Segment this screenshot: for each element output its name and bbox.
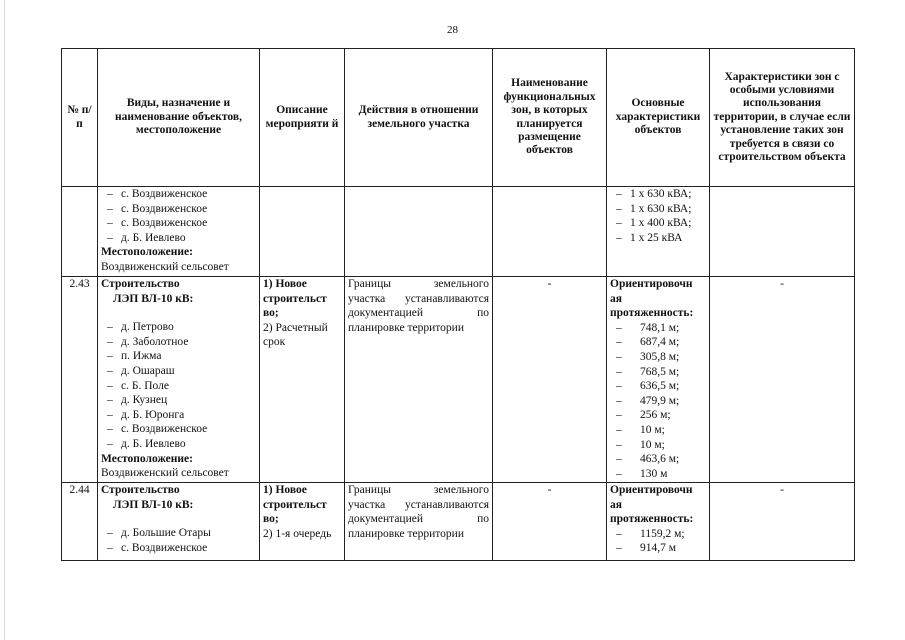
list-item: – 1 х 630 кВА; — [610, 187, 706, 202]
cell-zones: - — [493, 483, 607, 561]
location-value: Воздвиженский сельсовет — [101, 467, 229, 480]
list-item: – 748,1 м; — [610, 321, 706, 336]
cell-special-zones: - — [710, 277, 855, 483]
list-item: – с. Б. Поле — [101, 379, 256, 394]
header-description: Описание мероприяти й — [260, 49, 345, 187]
place-list — [101, 187, 256, 245]
list-item: – с. Воздвиженское — [101, 216, 256, 231]
scan-edge-mark — [4, 0, 5, 640]
place-list — [101, 526, 256, 555]
object-title: Строительство — [101, 484, 180, 496]
header-actions: Действия в отношении земельного участка — [345, 49, 493, 187]
cell-characteristics — [607, 483, 710, 561]
length-list — [610, 321, 706, 482]
list-item: – д. Большие Отары — [101, 526, 256, 541]
cell-num: 2.43 — [62, 277, 98, 483]
list-item: – 479,9 м; — [610, 394, 706, 409]
cell-description — [260, 187, 345, 277]
cell-types — [98, 483, 260, 561]
object-subtitle: ЛЭП ВЛ-10 кВ: — [113, 292, 194, 305]
header-types: Виды, назначение и наименование объектов, местоположение — [98, 49, 260, 187]
list-item: – 305,8 м; — [610, 350, 706, 365]
object-title: Строительство — [101, 278, 180, 290]
list-item: – д. Б. Иевлево — [101, 437, 256, 452]
list-item: – 1 х 400 кВА; — [610, 216, 706, 231]
list-item: – 10 м; — [610, 423, 706, 438]
cell-zones — [493, 187, 607, 277]
list-item: – д. Б. Иевлево — [101, 231, 256, 246]
length-label: Ориентировочн ая протяженность: — [610, 484, 694, 526]
header-characteristics: Основные характеристики объектов — [607, 49, 710, 187]
list-item: – 687,4 м; — [610, 335, 706, 350]
list-item: – с. Воздвиженское — [101, 202, 256, 217]
table-row-2-44 — [62, 483, 855, 561]
page-number: 28 — [447, 24, 458, 36]
cell-types — [98, 187, 260, 277]
table-row-2-43 — [62, 277, 855, 483]
header-num: № п/п — [62, 49, 98, 187]
cell-num: 2.44 — [62, 483, 98, 561]
table-row-continued — [62, 187, 855, 277]
list-item: – д. Б. Юронга — [101, 408, 256, 423]
description-term: 2) 1-я очередь — [263, 527, 332, 540]
description-term: 2) Расчетный срок — [263, 321, 328, 349]
cell-num — [62, 187, 98, 277]
cell-actions — [345, 187, 493, 277]
cell-characteristics — [607, 187, 710, 277]
list-item: – д. Заболотное — [101, 335, 256, 350]
list-item: – д. Ошараш — [101, 364, 256, 379]
list-item: – д. Петрово — [101, 320, 256, 335]
cell-special-zones: - — [710, 483, 855, 561]
length-label: Ориентировочн ая протяженность: — [610, 278, 694, 320]
header-special-zones: Характеристики зон с особыми условиями использования территории, в случае если установление таких зон требуется в связи со строительством объекта — [710, 49, 855, 187]
list-item: – 1159,2 м; — [610, 527, 706, 542]
location-value: Воздвиженский сельсовет — [101, 260, 229, 273]
cell-actions: Границы земельного участка устанавливаются документацией по планировке территории — [345, 277, 493, 483]
location-label: Местоположение: — [101, 246, 193, 259]
list-item: – 256 м; — [610, 408, 706, 423]
list-item: – 768,5 м; — [610, 365, 706, 380]
description-stage: 1) Новое строительст во; — [263, 484, 327, 526]
list-item: – 636,5 м; — [610, 379, 706, 394]
header-row — [62, 49, 855, 187]
cell-description — [260, 483, 345, 561]
list-item: – с. Воздвиженское — [101, 422, 256, 437]
length-list — [610, 527, 706, 556]
list-item: – 914,7 м — [610, 541, 706, 556]
location-label: Местоположение: — [101, 452, 193, 465]
cell-actions: Границы земельного участка устанавливаются документацией по планировке территории — [345, 483, 493, 561]
list-item: – 1 х 630 кВА; — [610, 202, 706, 217]
list-item: – 10 м; — [610, 438, 706, 453]
cell-zones: - — [493, 277, 607, 483]
planning-table — [61, 48, 855, 561]
object-subtitle: ЛЭП ВЛ-10 кВ: — [113, 498, 194, 511]
cell-types — [98, 277, 260, 483]
cell-special-zones — [710, 187, 855, 277]
cell-characteristics — [607, 277, 710, 483]
capacity-list — [610, 187, 706, 245]
header-zones: Наименование функциональных зон, в которых планируется размещение объектов — [493, 49, 607, 187]
list-item: – с. Воздвиженское — [101, 541, 256, 556]
description-stage: 1) Новое строительст во; — [263, 278, 327, 320]
list-item: – с. Воздвиженское — [101, 187, 256, 202]
list-item: – п. Ижма — [101, 349, 256, 364]
list-item: – 463,6 м; — [610, 452, 706, 467]
list-item: – д. Кузнец — [101, 393, 256, 408]
cell-description — [260, 277, 345, 483]
list-item: – 1 х 25 кВА — [610, 231, 706, 246]
list-item: – 130 м — [610, 467, 706, 482]
place-list — [101, 320, 256, 451]
